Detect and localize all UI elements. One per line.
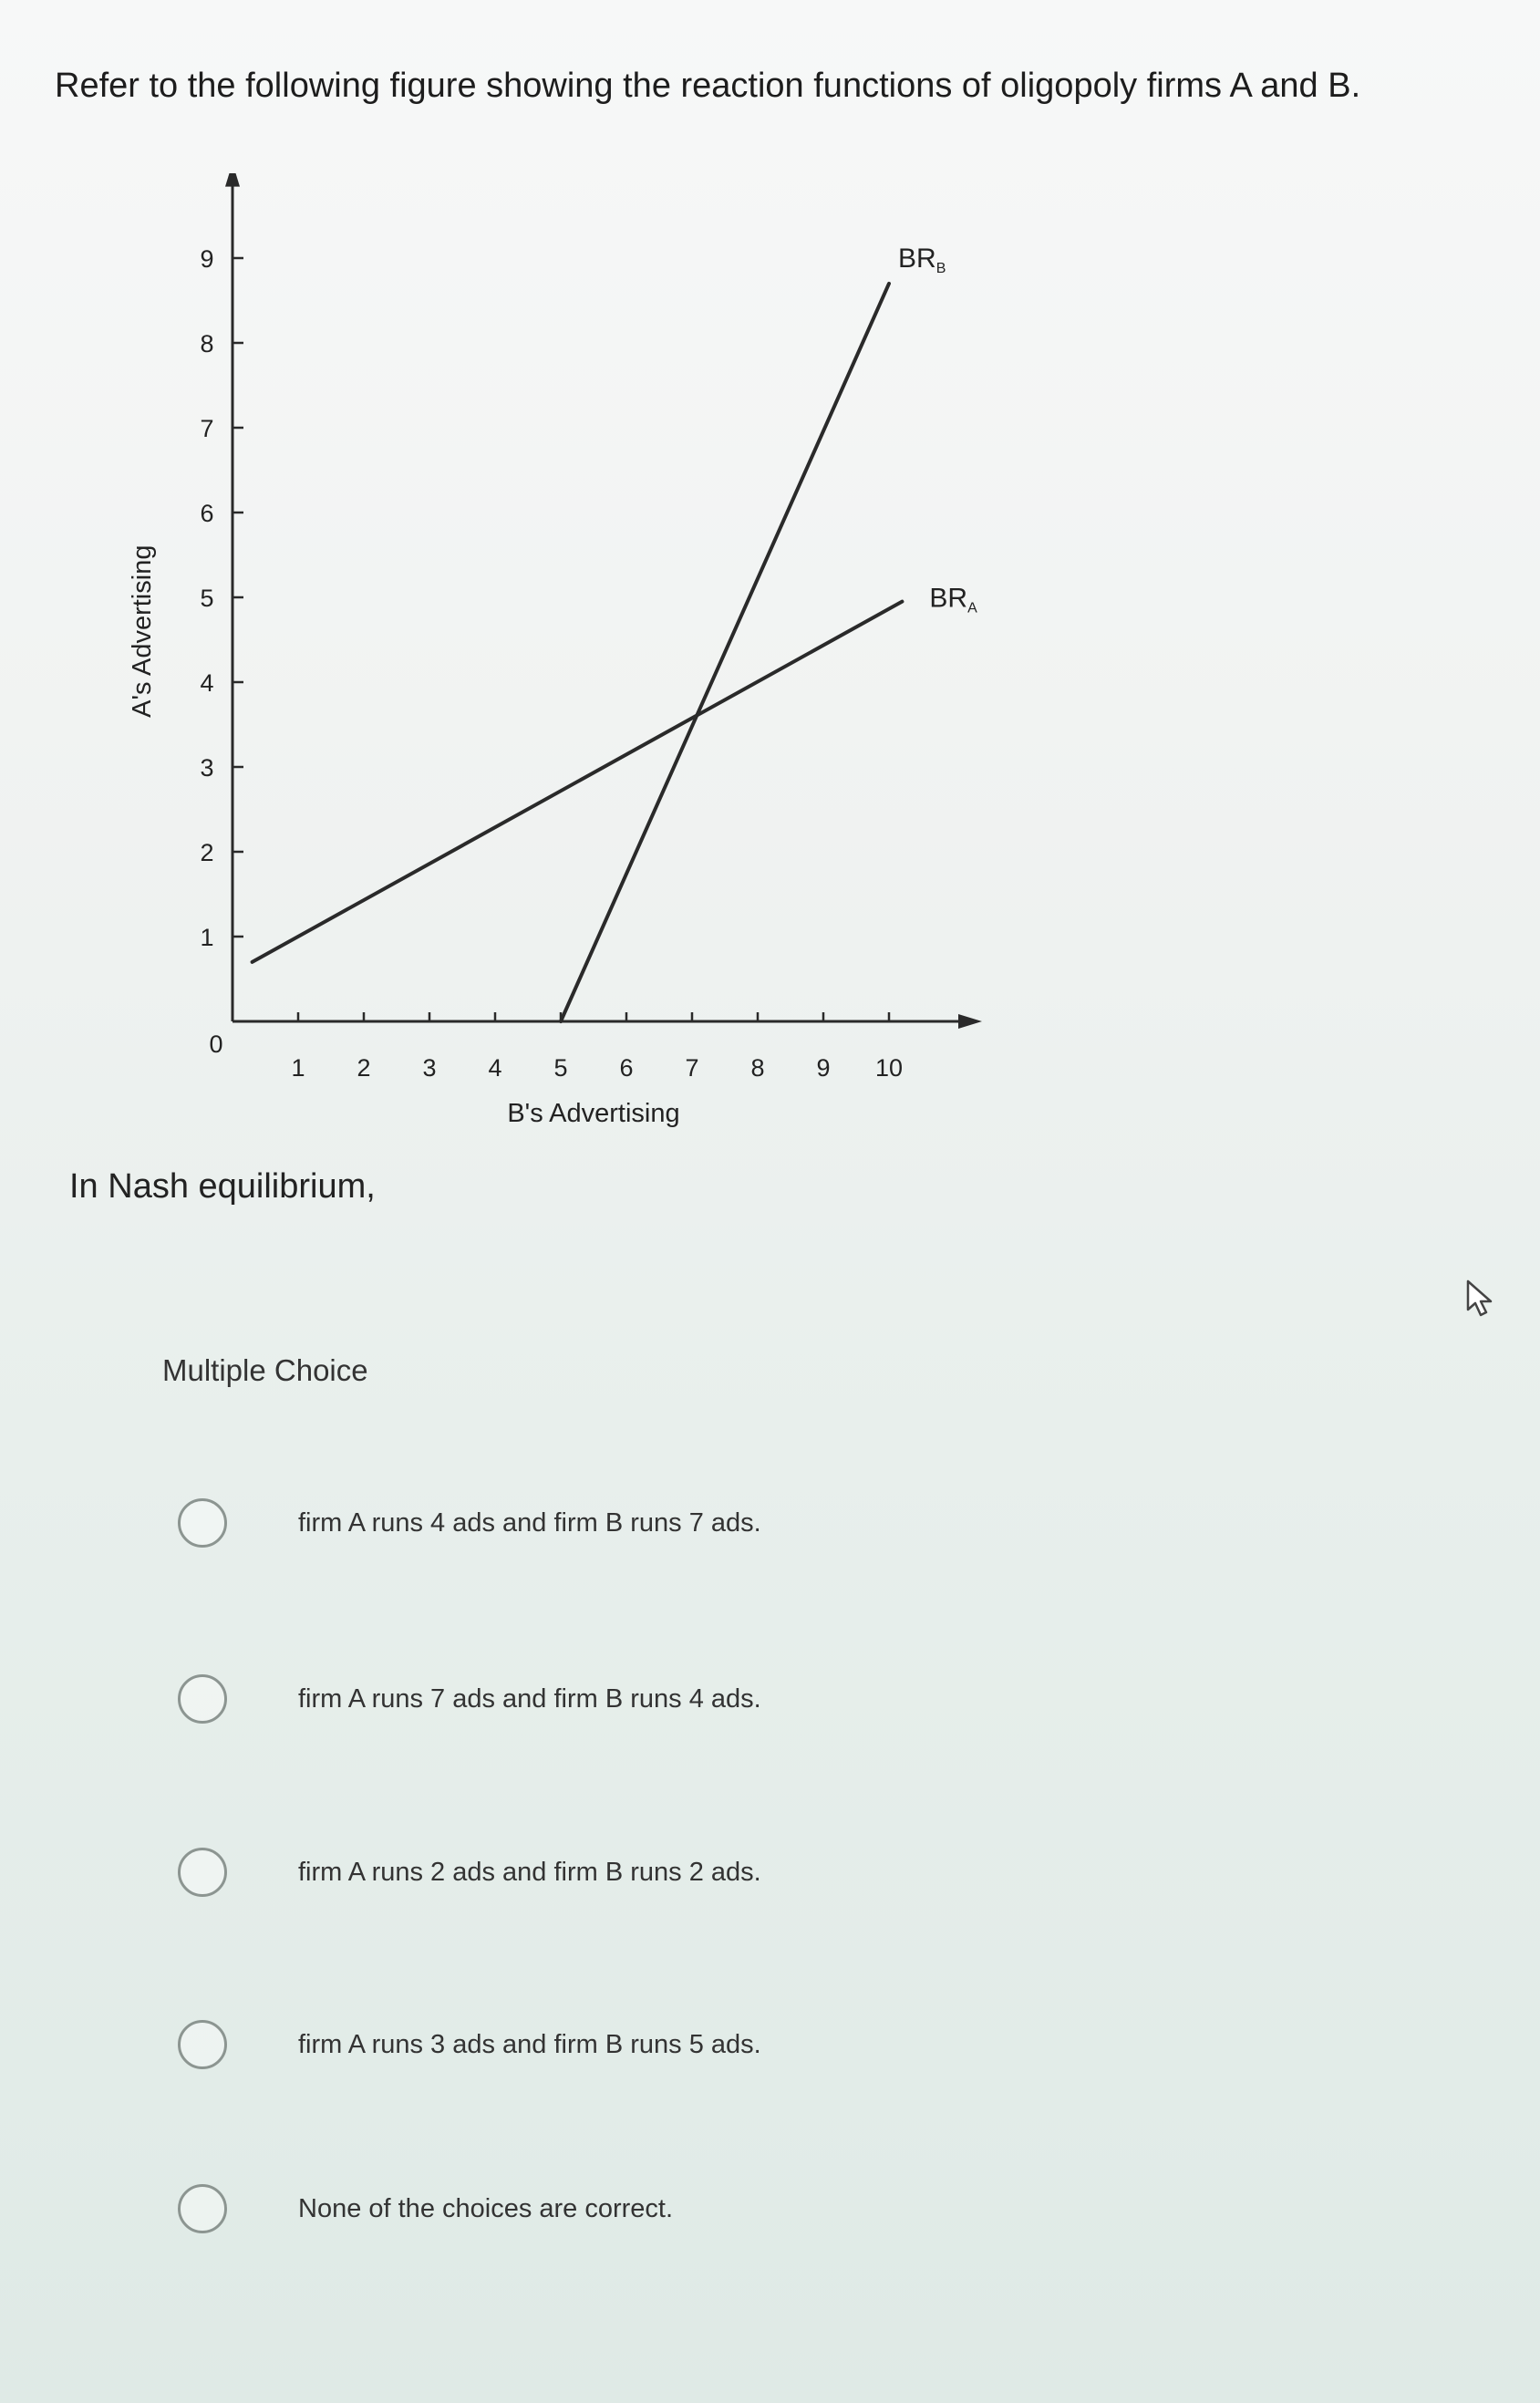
x-tick-label: 2 — [357, 1054, 371, 1082]
radio-button-icon[interactable] — [178, 2020, 227, 2069]
y-tick-label: 6 — [200, 500, 214, 527]
radio-button-icon[interactable] — [178, 1498, 227, 1548]
x-tick-label: 8 — [750, 1054, 765, 1082]
chart-svg — [91, 173, 1003, 1158]
question-text: Refer to the following figure showing the reaction functions of oligopoly firms A and B. — [55, 67, 1361, 105]
origin-label: 0 — [209, 1031, 223, 1058]
series-line-br_a — [253, 602, 903, 962]
multiple-choice-label: Multiple Choice — [162, 1353, 368, 1387]
answer-option-1[interactable] — [178, 1486, 1181, 1559]
radio-button-icon[interactable] — [178, 2184, 227, 2233]
answer-option-text: None of the choices are correct. — [298, 2193, 674, 2223]
arrow-cursor-icon — [1464, 1279, 1501, 1321]
answer-option-2[interactable] — [178, 1662, 1181, 1735]
x-tick-label: 4 — [488, 1054, 502, 1082]
y-tick-label: 9 — [200, 245, 214, 273]
series-label-br_a: $BR_A$ — [929, 583, 977, 616]
answer-option-3[interactable] — [178, 1836, 1181, 1909]
y-tick-label: 7 — [200, 415, 214, 442]
y-tick-label: 8 — [200, 330, 214, 357]
x-tick-label: 3 — [422, 1054, 437, 1082]
answer-option-text: firm A runs 7 ads and firm B runs 4 ads. — [298, 1683, 761, 1714]
series-line-br_b — [561, 284, 889, 1021]
y-tick-label: 1 — [200, 924, 214, 951]
radio-button-icon[interactable] — [178, 1674, 227, 1724]
x-tick-label: 9 — [816, 1054, 831, 1082]
y-tick-label: 2 — [200, 839, 214, 866]
radio-button-icon[interactable] — [178, 1848, 227, 1897]
answer-option-4[interactable] — [178, 2008, 1181, 2081]
x-axis-label: B's Advertising — [507, 1099, 680, 1128]
x-tick-label: 6 — [619, 1054, 634, 1082]
reaction-function-chart — [91, 173, 1003, 1158]
y-axis-arrow-icon — [225, 173, 240, 187]
answer-option-5[interactable] — [178, 2172, 1181, 2245]
answer-option-text: firm A runs 2 ads and firm B runs 2 ads. — [298, 1857, 761, 1887]
series-label-br_b: $BR_B$ — [898, 243, 946, 276]
x-axis-arrow-icon — [958, 1014, 982, 1029]
x-tick-label: 1 — [291, 1054, 305, 1082]
x-tick-label: 7 — [685, 1054, 699, 1082]
x-tick-label: 5 — [553, 1054, 568, 1082]
question-prompt: In Nash equilibrium, — [69, 1167, 376, 1206]
y-axis-label: A's Advertising — [128, 544, 157, 718]
y-tick-label: 4 — [200, 669, 214, 697]
answer-option-text: firm A runs 3 ads and firm B runs 5 ads. — [298, 2029, 761, 2059]
x-tick-label: 10 — [874, 1054, 904, 1082]
y-tick-label: 3 — [200, 754, 214, 782]
y-tick-label: 5 — [200, 585, 214, 612]
answer-option-text: firm A runs 4 ads and firm B runs 7 ads. — [298, 1507, 761, 1538]
